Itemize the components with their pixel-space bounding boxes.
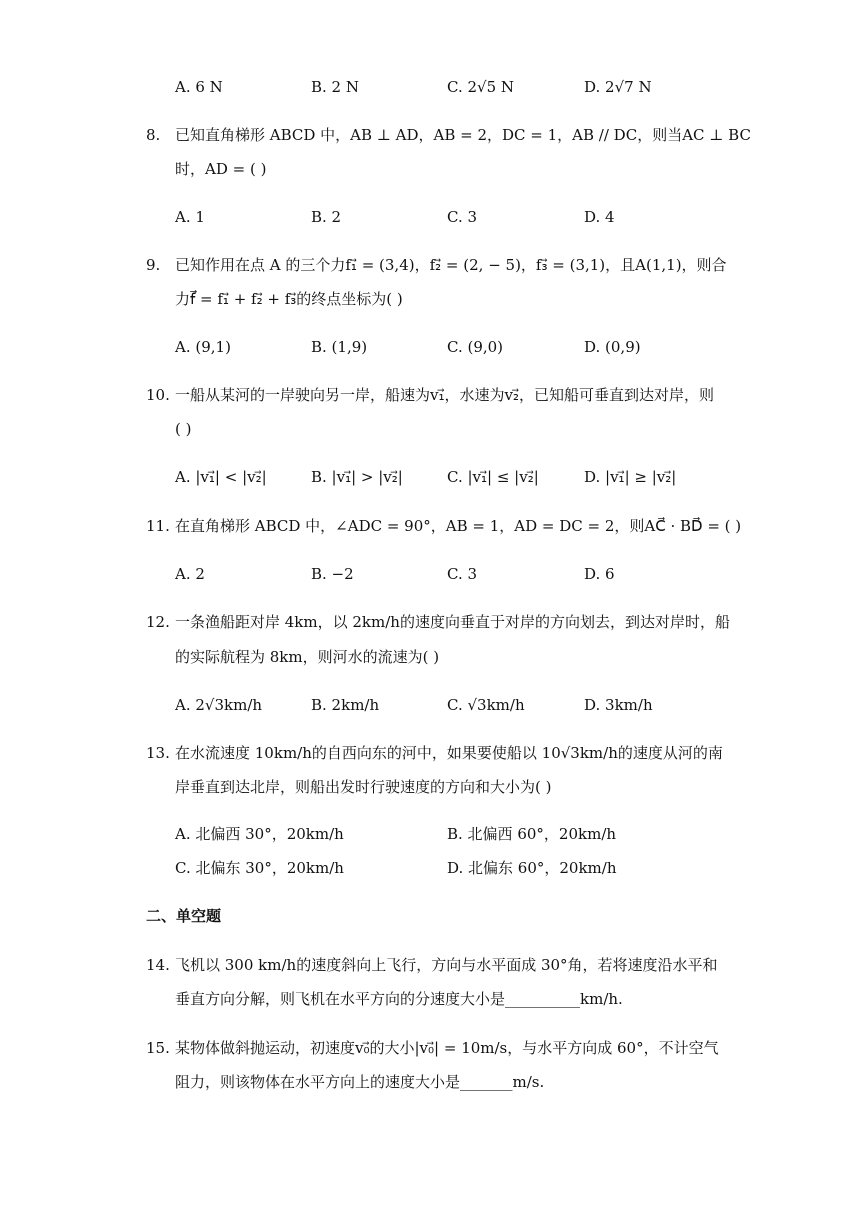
option-b: B. 北偏西 60°，20km/h bbox=[447, 825, 617, 843]
option-a: A. 1 bbox=[175, 208, 205, 226]
question-text-line-1: 已知直角梯形 ABCD 中，AB ⊥ AD，AB = 2，DC = 1，AB // DC，则当AC ⊥ BC bbox=[175, 126, 751, 144]
option-c: C. √3km/h bbox=[447, 696, 525, 714]
question-number: 11. bbox=[146, 517, 170, 535]
question-number: 9. bbox=[146, 256, 161, 274]
option-d: D. 2√7 N bbox=[584, 78, 652, 96]
option-b: B. −2 bbox=[311, 565, 354, 583]
question-text-line-1: 一条渔船距对岸 4km，以 2km/h的速度向垂直于对岸的方向划去，到达对岸时，船 bbox=[175, 613, 730, 631]
question-text-line-2: 的实际航程为 8km，则河水的流速为( ) bbox=[175, 648, 440, 666]
question-text-line-1: 一船从某河的一岸驶向另一岸，船速为v₁⃗，水速为v₂⃗，已知船可垂直到达对岸，则 bbox=[175, 386, 714, 404]
option-d: D. 6 bbox=[584, 565, 615, 583]
option-c: C. 3 bbox=[447, 565, 478, 583]
option-c: C. 北偏东 30°，20km/h bbox=[175, 859, 344, 877]
question-text-line-1: 某物体做斜抛运动，初速度v₀⃗的大小|v₀⃗| = 10m/s，与水平方向成 60°，不计空气 bbox=[175, 1039, 719, 1057]
option-d: D. |v₁⃗| ≥ |v₂⃗| bbox=[584, 468, 677, 486]
option-d: D. 3km/h bbox=[584, 696, 653, 714]
section-title: 二、单空题 bbox=[146, 907, 222, 925]
option-d: D. 北偏东 60°，20km/h bbox=[447, 859, 617, 877]
option-b: B. 2km/h bbox=[311, 696, 380, 714]
question-number: 12. bbox=[146, 613, 170, 631]
option-a: A. 北偏西 30°，20km/h bbox=[175, 825, 344, 843]
option-a: A. 6 N bbox=[175, 78, 223, 96]
option-b: B. 2 N bbox=[311, 78, 359, 96]
option-a: A. 2 bbox=[175, 565, 205, 583]
option-c: C. 3 bbox=[447, 208, 478, 226]
option-a: A. 2√3km/h bbox=[175, 696, 263, 714]
question-number: 13. bbox=[146, 744, 170, 762]
question-text-line-2: 阻力，则该物体在水平方向上的速度大小是_______m/s. bbox=[175, 1073, 545, 1091]
question-text-line-2: 岸垂直到达北岸，则船出发时行驶速度的方向和大小为( ) bbox=[175, 778, 552, 796]
question-text-line-1: 飞机以 300 km/h的速度斜向上飞行，方向与水平面成 30°角，若将速度沿水平和 bbox=[175, 956, 718, 974]
option-c: C. 2√5 N bbox=[447, 78, 515, 96]
question-number: 15. bbox=[146, 1039, 170, 1057]
question-number: 14. bbox=[146, 956, 170, 974]
option-d: D. (0,9) bbox=[584, 338, 641, 356]
option-d: D. 4 bbox=[584, 208, 615, 226]
question-text-line-1: 已知作用在点 A 的三个力f₁⃗ = (3,4)，f₂⃗ = (2, − 5)，f₃⃗ = (3,1)，且A(1,1)，则合 bbox=[175, 256, 727, 274]
option-c: C. |v₁⃗| ≤ |v₂⃗| bbox=[447, 468, 539, 486]
question-text-line-1: 在水流速度 10km/h的自西向东的河中，如果要使船以 10√3km/h的速度从河的南 bbox=[175, 744, 723, 762]
option-a: A. |v₁⃗| < |v₂⃗| bbox=[175, 468, 267, 486]
question-number: 10. bbox=[146, 386, 170, 404]
question-text-line-1: 在直角梯形 ABCD 中，∠ADC = 90°，AB = 1，AD = DC = 2，则AC⃗ · BD⃗ = ( ) bbox=[175, 517, 742, 535]
option-c: C. (9,0) bbox=[447, 338, 504, 356]
option-b: B. |v₁⃗| > |v₂⃗| bbox=[311, 468, 403, 486]
question-text-line-2: 力f⃗ = f₁⃗ + f₂⃗ + f₃⃗的终点坐标为( ) bbox=[175, 290, 403, 308]
option-b: B. 2 bbox=[311, 208, 342, 226]
question-number: 8. bbox=[146, 126, 161, 144]
question-text-line-2: ( ) bbox=[175, 420, 192, 438]
option-a: A. (9,1) bbox=[175, 338, 231, 356]
option-b: B. (1,9) bbox=[311, 338, 368, 356]
question-text-line-2: 时，AD = ( ) bbox=[175, 160, 267, 178]
question-text-line-2: 垂直方向分解，则飞机在水平方向的分速度大小是__________km/h. bbox=[175, 990, 623, 1008]
